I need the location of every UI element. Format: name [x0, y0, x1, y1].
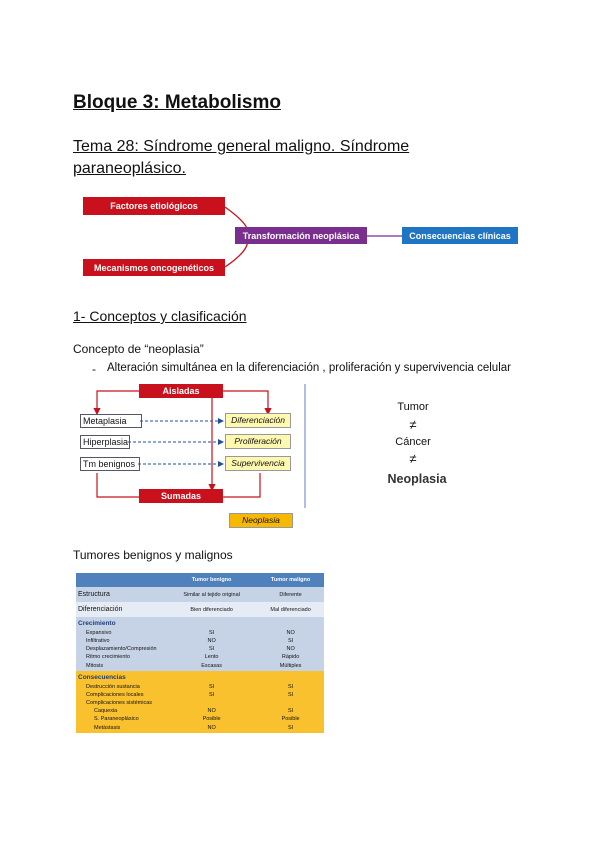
- table-row: [76, 617, 324, 629]
- transformacion-box: Transformación neoplásica: [235, 227, 367, 244]
- not-equal-2: ≠: [409, 451, 417, 466]
- not-equal-1: ≠: [409, 417, 417, 432]
- table-header: Tumor benigno: [191, 577, 232, 583]
- table-cell: NO: [286, 630, 295, 636]
- table-cell: Caquexia: [94, 708, 118, 714]
- table-cell: NO: [207, 725, 216, 731]
- table-header: Tumor maligno: [270, 577, 311, 583]
- bullet-dash: -: [92, 362, 96, 376]
- table-row: [76, 661, 324, 671]
- section-title: 1- Conceptos y clasificación: [73, 308, 247, 324]
- diferenciacion-box: Diferenciación: [225, 413, 291, 428]
- table-cell: Posible: [202, 716, 221, 722]
- table-cell: Diferente: [279, 591, 302, 598]
- table-cell: Bien diferenciado: [190, 606, 233, 613]
- factores-box: Factores etiológicos: [83, 197, 225, 215]
- table-cell: Escasas: [201, 663, 222, 669]
- neoplasia-label: Neoplasia: [387, 472, 447, 486]
- table-cell: SI: [208, 646, 215, 652]
- tm-benignos-box: Tm benignos: [80, 457, 140, 471]
- table-row: [76, 699, 324, 707]
- table-cell: SI: [208, 684, 215, 690]
- table-cell: Múltiples: [279, 663, 302, 669]
- table-cell: Expansivo: [86, 630, 112, 636]
- table-cell: SI: [287, 725, 294, 731]
- table-row: [76, 683, 324, 691]
- block-title: Bloque 3: Metabolismo: [73, 92, 281, 113]
- table-row: [76, 723, 324, 733]
- supervivencia-box: Supervivencia: [225, 456, 291, 471]
- table-cell: Mal diferenciado: [270, 606, 311, 613]
- table-row: [76, 715, 324, 723]
- sumadas-box: Sumadas: [139, 489, 223, 503]
- table-row: [76, 637, 324, 645]
- aisladas-box: Aisladas: [139, 384, 223, 398]
- table-row: [76, 671, 324, 683]
- table-cell: Lento: [204, 654, 219, 660]
- table-row: [76, 587, 324, 602]
- table-cell: NO: [207, 708, 216, 714]
- table-cell: SI: [287, 684, 294, 690]
- table-cell: SI: [287, 708, 294, 714]
- table-cell: Destrucción sustancia: [86, 684, 140, 690]
- table-cell: Infiltrativo: [86, 638, 110, 644]
- tumor-comparison-table: [76, 573, 324, 733]
- table-cell: Posible: [281, 716, 300, 722]
- table-row: [76, 629, 324, 637]
- table-row: [76, 645, 324, 653]
- table-cell: Complicaciones locales: [86, 692, 144, 698]
- table-cell: [166, 699, 257, 707]
- table-cell: Metástasis: [94, 725, 121, 731]
- mecanismos-box: Mecanismos oncogenéticos: [83, 259, 225, 276]
- table-cell: SI: [208, 692, 215, 698]
- table-row: [76, 602, 324, 617]
- cancer-label: Cáncer: [395, 436, 431, 448]
- tumores-title: Tumores benignos y malignos: [73, 548, 233, 562]
- table-cell: S. Paraneoplásico: [94, 716, 139, 722]
- table-cell: Ritmo crecimiento: [86, 654, 131, 660]
- table-row: [76, 691, 324, 699]
- metaplasia-box: Metaplasia: [80, 414, 142, 428]
- hiperplasia-box: Hiperplasia: [80, 435, 130, 449]
- table-header-row: [76, 573, 324, 587]
- table-cell: NO: [207, 638, 216, 644]
- table-cell: SI: [208, 630, 215, 636]
- table-cell: Diferenciación: [78, 606, 123, 613]
- table-cell: SI: [287, 638, 294, 644]
- table-row: [76, 707, 324, 715]
- crecimiento-title: Crecimiento: [78, 619, 116, 627]
- table-cell: Rápido: [281, 654, 300, 660]
- concept-bullet: Alteración simultánea en la diferenciación , proliferación y supervivencia celular: [107, 362, 511, 374]
- table-cell: Mitosis: [86, 663, 104, 669]
- consecuencias-title: Consecuencias: [78, 673, 126, 681]
- table-cell: NO: [286, 646, 295, 652]
- table-cell: Similar al tejido original: [183, 591, 240, 598]
- flow-connectors: [0, 0, 600, 300]
- neoplasia-box: Neoplasia: [229, 513, 293, 528]
- proliferacion-box: Proliferación: [225, 434, 291, 449]
- consecuencias-box: Consecuencias clínicas: [402, 227, 518, 244]
- table-cell: Complicaciones sistémicas: [86, 700, 153, 706]
- table-cell: SI: [287, 692, 294, 698]
- table-cell: Estructura: [78, 591, 110, 598]
- table-cell: Desplazamiento/Compresión: [86, 646, 157, 652]
- tumor-label: Tumor: [397, 401, 429, 413]
- concept-label: Concepto de “neoplasia”: [73, 342, 204, 356]
- table-header: [76, 573, 166, 587]
- table-row: [76, 653, 324, 661]
- table-cell: [257, 699, 324, 707]
- tema-title: Tema 28: Síndrome general maligno. Síndrome paraneoplásico.: [73, 138, 410, 177]
